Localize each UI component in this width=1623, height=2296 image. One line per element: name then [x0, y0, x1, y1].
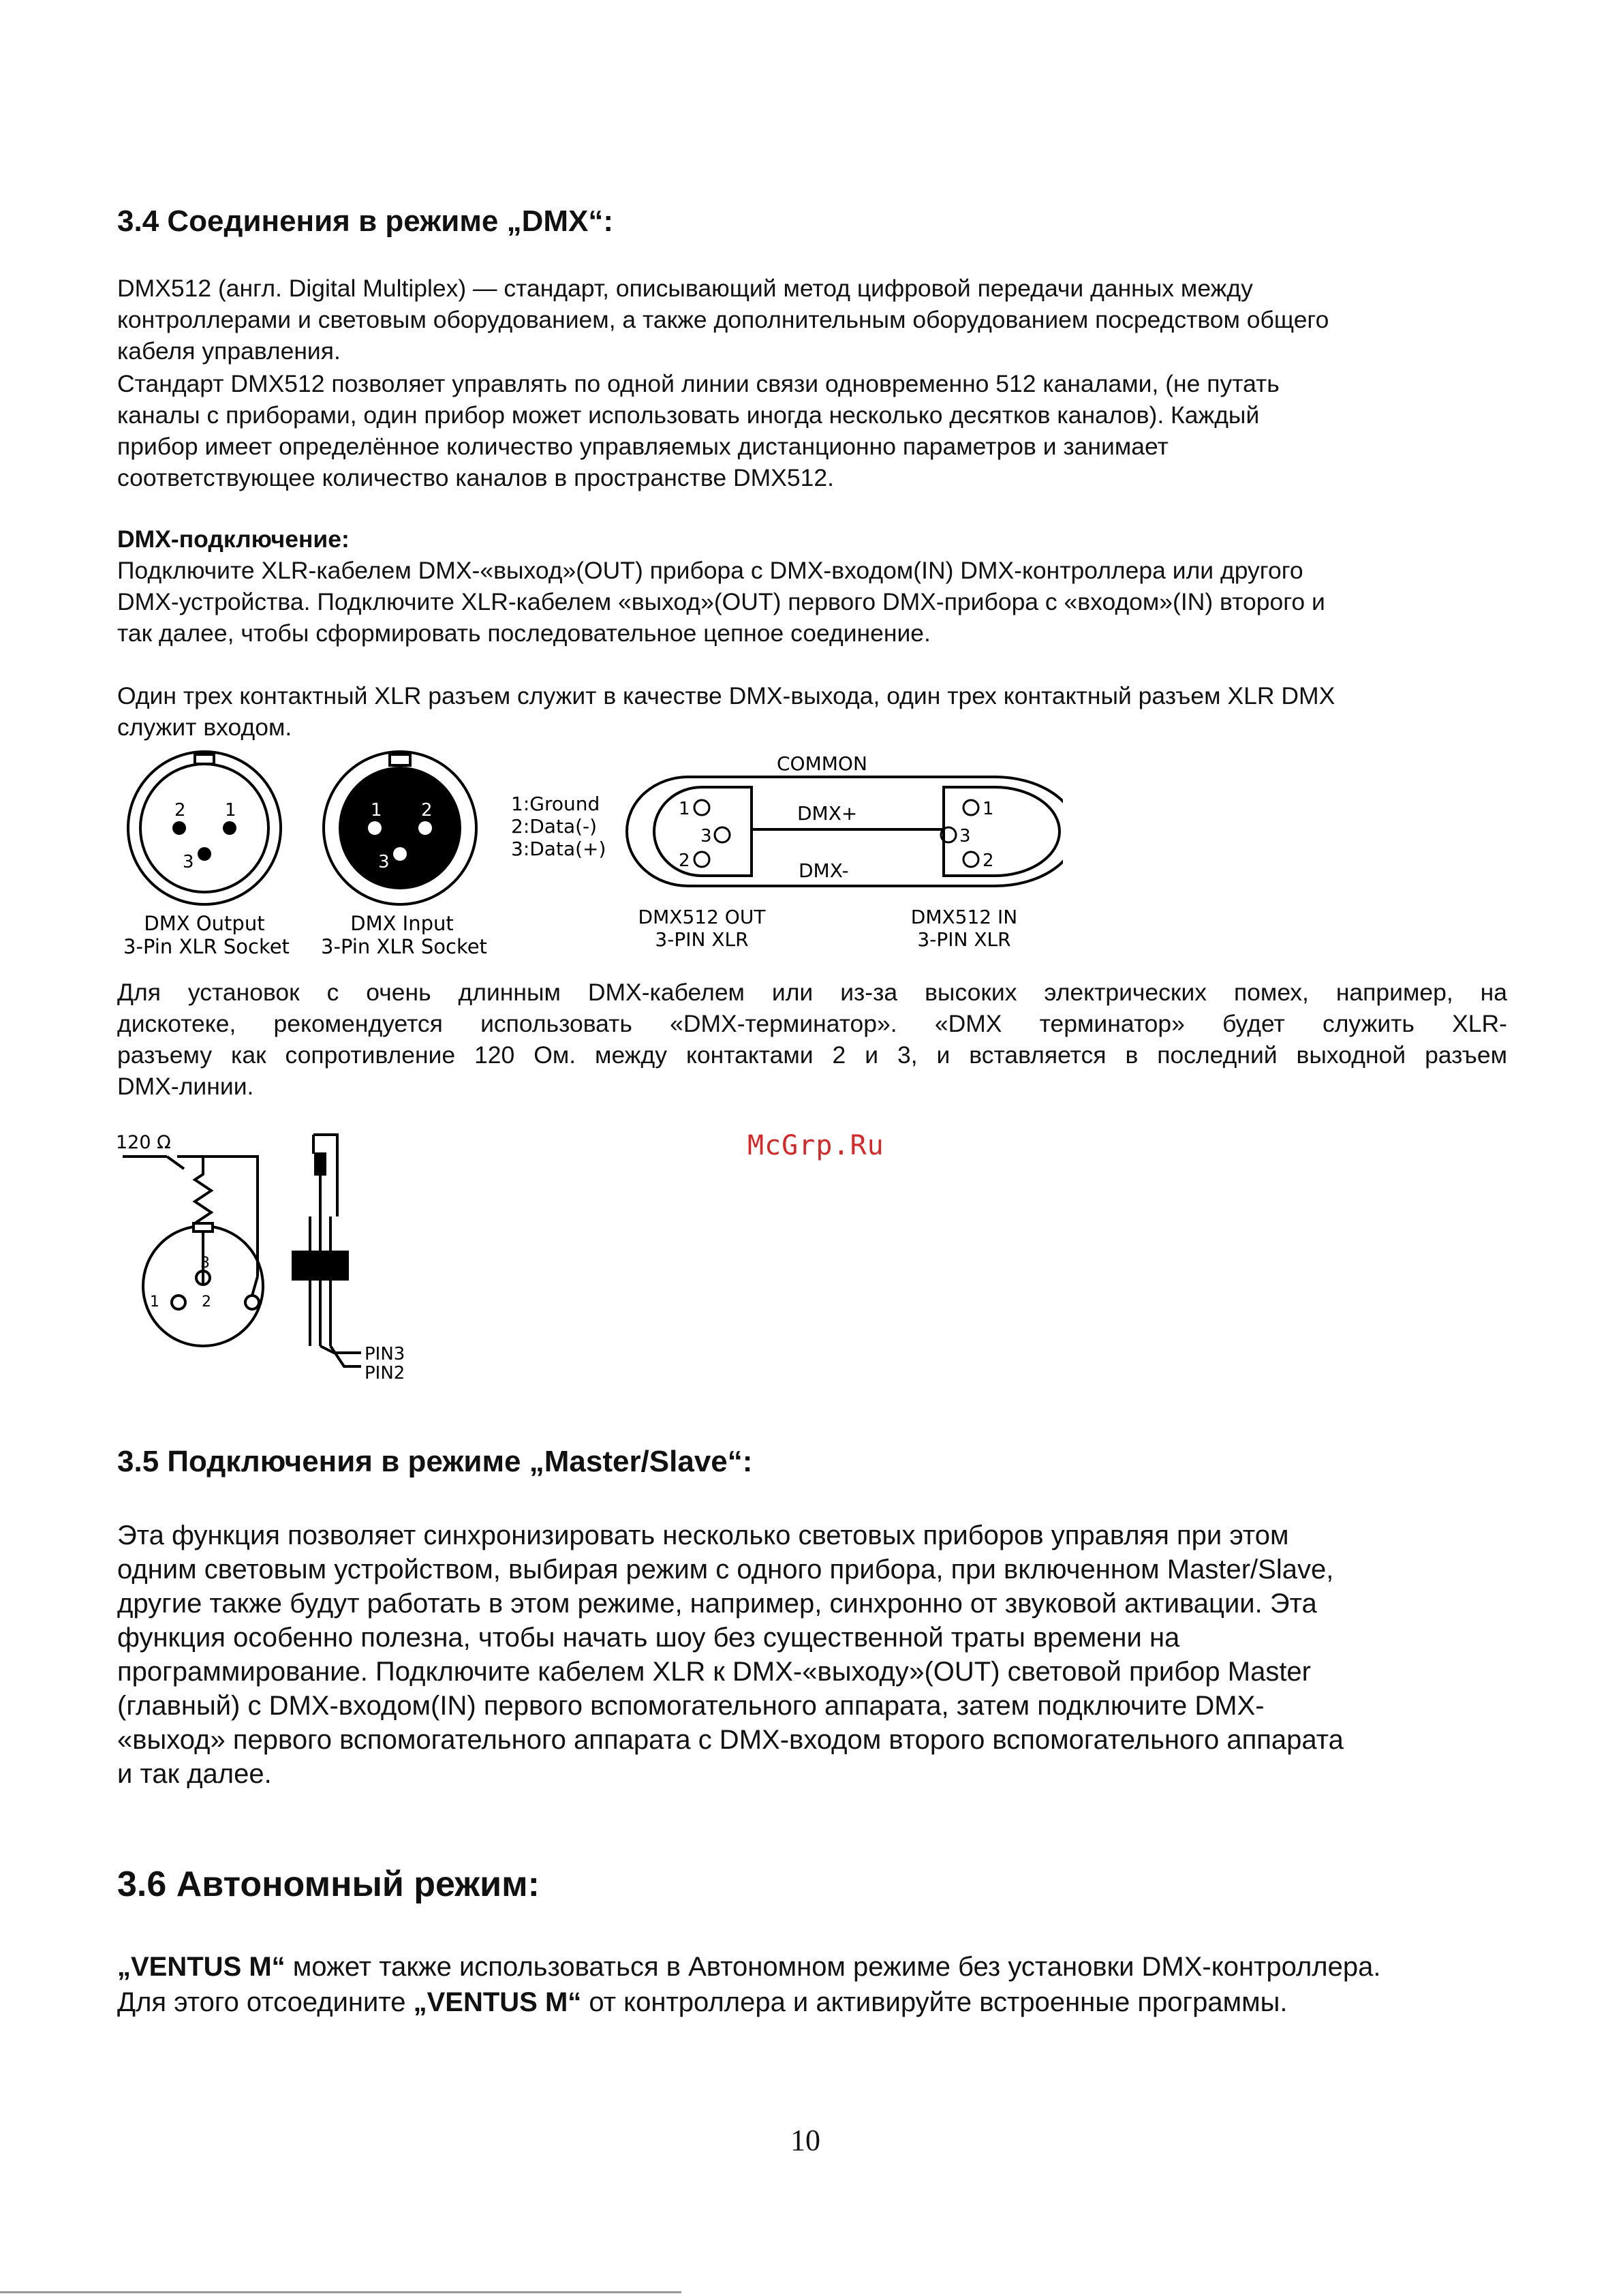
terminator-pin-1-label: 1: [150, 1294, 159, 1311]
out-pin-3-mark: [715, 827, 730, 842]
in-caption-line1: DMX512 IN: [910, 906, 1018, 928]
section-3-5-title: 3.5 Подключения в режиме „Master/Slave“:: [117, 1445, 753, 1478]
resistor-value-label: 120 Ω: [116, 1132, 171, 1153]
terminator-plug-side-drawing: [293, 1135, 361, 1366]
text-line: Подключите XLR-кабелем DMX-«выход»(OUT) прибора с DMX-входом(IN) DMX-контроллера или другого: [117, 557, 1303, 584]
output-caption-line2: 3-Pin XLR Socket: [123, 935, 290, 958]
input-pin-1-label: 1: [371, 800, 382, 821]
text-fragment: от контроллера и активируйте встроенные программы.: [581, 1987, 1288, 2017]
output-pin-1-label: 1: [225, 800, 236, 821]
text-line: кабеля управления.: [117, 337, 341, 365]
text-line: функция особенно полезна, чтобы начать шоу без существенной траты времени на: [117, 1623, 1180, 1653]
input-pin-2-mark: [418, 821, 432, 835]
text-line: и так далее.: [117, 1759, 272, 1789]
dmx512-standard-paragraph: [117, 368, 1507, 493]
input-caption-line1: DMX Input: [350, 912, 454, 935]
dmx-terminator-diagram: [109, 1128, 491, 1383]
input-pin-3-mark: [393, 847, 407, 861]
input-pin-2-label: 2: [421, 800, 433, 821]
xlr-pinout-diagram: [109, 739, 1063, 964]
text-line: соответствующее количество каналов в пространстве DMX512.: [117, 464, 834, 491]
text-line: программирование. Подключите кабелем XLR к DMX-«выходу»(OUT) световой прибор Master: [117, 1657, 1311, 1687]
in-pin-2-mark: [963, 852, 978, 867]
pin3-label: PIN3: [365, 1344, 405, 1364]
text-line: служит входом.: [117, 714, 292, 741]
input-pin-3-label: 3: [378, 852, 390, 872]
dmx-connection-paragraph: [117, 555, 1507, 649]
text-fragment: Для этого отсоедините: [117, 1987, 414, 2017]
footer-rule: [0, 2291, 1623, 2293]
dmx-terminator-paragraph: [117, 977, 1507, 1102]
dmx-plus-label: DMX+: [797, 802, 858, 825]
in-pin-1-mark: [963, 800, 978, 815]
watermark: McGrp.Ru: [747, 1130, 884, 1161]
standalone-paragraph: [117, 1949, 1507, 2020]
output-pin-3-mark: [198, 847, 211, 861]
text-line: Стандарт DMX512 позволяет управлять по одной линии связи одновременно 512 каналами, (не путать: [117, 370, 1280, 397]
output-caption-line1: DMX Output: [144, 912, 265, 935]
text-line: «выход» первого вспомогательного аппарата с DMX-входом второго вспомогательного аппарата: [117, 1725, 1344, 1755]
text-line: Эта функция позволяет синхронизировать несколько световых приборов управляя при этом: [117, 1520, 1289, 1550]
out-pin-3-label: 3: [700, 826, 712, 846]
out-pin-1-label: 1: [679, 799, 690, 819]
text-line: DMX-устройства. Подключите XLR-кабелем «выход»(OUT) первого DMX-прибора с «входом»(IN) второго и: [117, 588, 1325, 615]
out-caption-line1: DMX512 OUT: [638, 906, 766, 928]
out-caption-line2: 3-PIN XLR: [655, 928, 749, 951]
text-line: (главный) с DMX-входом(IN) первого вспомогательного аппарата, затем подключите DMX-: [117, 1691, 1265, 1721]
output-pin-2-label: 2: [174, 800, 186, 821]
common-label: COMMON: [777, 752, 867, 775]
text-line: DMX-линии.: [117, 1073, 254, 1100]
out-pin-2-label: 2: [679, 851, 690, 871]
text-line: DMX512 (англ. Digital Multiplex) — стандарт, описывающий метод цифровой передачи данных между: [117, 275, 1253, 302]
terminator-circuit-drawing: [123, 1157, 263, 1346]
page-number: 10: [790, 2124, 820, 2157]
output-pin-1-mark: [223, 821, 236, 835]
in-caption-line2: 3-PIN XLR: [917, 928, 1011, 951]
pin-legend-data-plus: 3:Data(+): [511, 838, 606, 860]
text-line: [117, 1949, 1507, 1985]
text-fragment: может также использоваться в Автономном режиме без установки DMX-контроллера.: [285, 1952, 1381, 1982]
in-pin-1-label: 1: [983, 799, 994, 819]
dmx-output-socket-drawing: [128, 752, 281, 904]
dmx-input-socket-drawing: [324, 752, 476, 904]
terminator-pin-2-label: 2: [202, 1294, 211, 1311]
pin-legend-data-minus: 2:Data(-): [511, 815, 598, 838]
text-line: одним световым устройством, выбирая режим с одного прибора, при включенном Master/Slave,: [117, 1555, 1334, 1585]
out-pin-2-mark: [694, 852, 709, 867]
text-line: другие также будут работать в этом режиме, например, синхронно от звуковой активации. Эта: [117, 1589, 1317, 1619]
in-pin-3-label: 3: [959, 826, 971, 846]
text-line: дискотеке, рекомендуется использовать «DMX-терминатор». «DMX терминатор» будет служить XLR-: [117, 1010, 1507, 1037]
product-name: „VENTUS M“: [413, 1987, 582, 2017]
text-line: каналы с приборами, один прибор может использовать иногда несколько десятков каналов). Каждый: [117, 401, 1260, 429]
dmx-minus-label: DMX-: [799, 859, 849, 882]
product-name: „VENTUS M“: [117, 1952, 285, 1982]
output-pin-2-mark: [172, 821, 186, 835]
in-pin-2-label: 2: [983, 851, 994, 871]
dmx-connection-label: DMX-подключение:: [117, 525, 350, 553]
xlr-socket-paragraph: [117, 680, 1507, 743]
section-3-6-title: 3.6 Автономный режим:: [117, 1865, 540, 1904]
section-3-4-title: 3.4 Соединения в режиме „DMX“:: [117, 204, 614, 238]
text-line: прибор имеет определённое количество управляемых дистанционно параметров и занимает: [117, 433, 1169, 460]
text-line: Один трех контактный XLR разъем служит в качестве DMX-выхода, один трех контактный разъем XLR DMX: [117, 682, 1335, 709]
dmx512-definition-paragraph: [117, 273, 1507, 367]
input-pin-1-mark: [368, 821, 382, 835]
pin-legend-ground: 1:Ground: [511, 793, 600, 815]
terminator-pin-3-label: 3: [200, 1255, 210, 1272]
input-caption-line2: 3-Pin XLR Socket: [321, 935, 487, 958]
output-pin-3-label: 3: [183, 852, 194, 872]
text-line: так далее, чтобы сформировать последовательное цепное соединение.: [117, 619, 931, 647]
text-line: [117, 1985, 1507, 2020]
master-slave-paragraph: [117, 1518, 1507, 1791]
text-line: Для установок с очень длинным DMX-кабелем или из-за высоких электрических помех, например, на: [117, 979, 1507, 1006]
out-pin-1-mark: [694, 800, 709, 815]
text-line: разъему как сопротивление 120 Ом. между контактами 2 и 3, и вставляется в последний выходной разъем: [117, 1041, 1507, 1069]
pin2-label: PIN2: [365, 1363, 405, 1383]
text-line: контроллерами и световым оборудованием, а также дополнительным оборудованием посредством общего: [117, 306, 1329, 333]
